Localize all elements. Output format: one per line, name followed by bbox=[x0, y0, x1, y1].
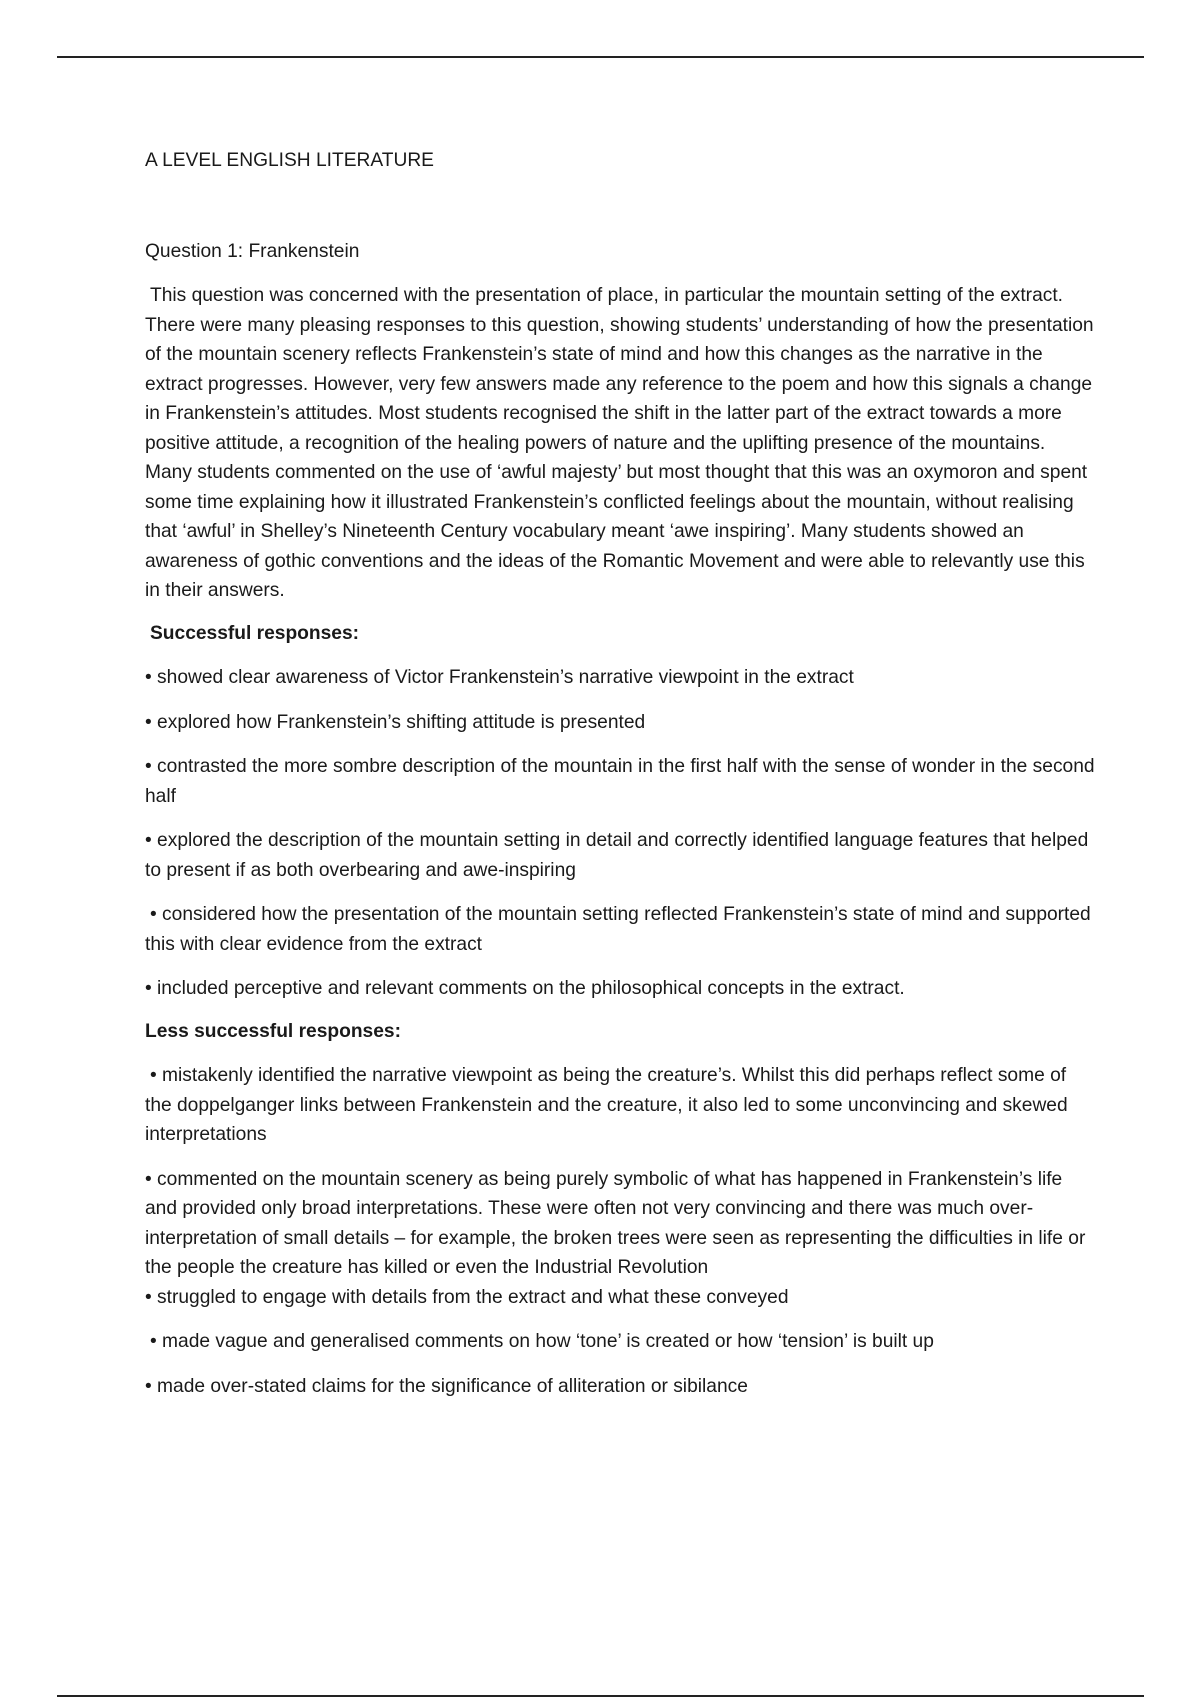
question-heading: Question 1: Frankenstein bbox=[145, 240, 360, 262]
less-successful-item: • made over-stated claims for the significance of alliteration or sibilance bbox=[145, 1375, 748, 1397]
successful-item: • showed clear awareness of Victor Frankenstein’s narrative viewpoint in the extract bbox=[145, 667, 854, 688]
successful-list bbox=[145, 663, 1095, 1004]
successful-item: • contrasted the more sombre description of the mountain in the first half with the sense of wonder in the second half bbox=[145, 756, 1095, 807]
less-successful-list bbox=[145, 1061, 1095, 1401]
less-successful-item: • mistakenly identified the narrative viewpoint as being the creature’s. Whilst this did perhaps reflect some of the doppelganger links between Frankenstein and the creature, it also led to some unconvincing and skewed interpretations bbox=[145, 1065, 1068, 1145]
less-successful-item: • commented on the mountain scenery as being purely symbolic of what has happened in Frankenstein’s life and provided only broad interpretations. These were often not very convincing and there was much over-interpretation of small details – for example, the broken trees were seen as representing the difficulties in life or the people the creature has killed or even the Industrial Revolution bbox=[145, 1168, 1086, 1278]
successful-heading: Successful responses: bbox=[150, 622, 360, 644]
successful-item: • included perceptive and relevant comments on the philosophical concepts in the extract. bbox=[145, 978, 905, 999]
footer-rule bbox=[57, 1695, 1144, 1697]
successful-item: • considered how the presentation of the mountain setting reflected Frankenstein’s state of mind and supported this with clear evidence from the extract bbox=[145, 904, 1091, 955]
successful-item: • explored how Frankenstein’s shifting attitude is presented bbox=[145, 711, 646, 733]
less-successful-item: • made vague and generalised comments on how ‘tone’ is created or how ‘tension’ is built up bbox=[150, 1331, 934, 1352]
header-rule bbox=[57, 56, 1144, 58]
document-body bbox=[145, 146, 1095, 1401]
less-successful-item: • struggled to engage with details from the extract and what these conveyed bbox=[145, 1286, 789, 1308]
document-title: A LEVEL ENGLISH LITERATURE bbox=[145, 150, 434, 171]
intro-paragraph: This question was concerned with the presentation of place, in particular the mountain setting of the extract. There were many pleasing responses to this question, showing students’ understanding of how the presentation of the mountain scenery reflects Frankenstein’s state of mind and how this changes as the narrative in the extract progresses. However, very few answers made any reference to the poem and how this signals a change in Frankenstein’s attitudes. Most students recognised the shift in the latter part of the extract towards a more positive attitude, a recognition of the healing powers of nature and the uplifting presence of the mountains. Many students commented on the use of ‘awful majesty’ but most thought that this was an oxymoron and spent some time explaining how it illustrated Frankenstein’s conflicted feelings about the mountain, without realising that ‘awful’ in Shelley’s Nineteenth Century vocabulary meant ‘awe inspiring’. Many students showed an awareness of gothic conventions and the ideas of the Romantic Movement and were able to relevantly use this in their answers. bbox=[145, 285, 1094, 601]
less-successful-heading: Less successful responses: bbox=[145, 1020, 401, 1042]
successful-item: • explored the description of the mountain setting in detail and correctly identified language features that helped to present if as both overbearing and awe-inspiring bbox=[145, 830, 1089, 881]
